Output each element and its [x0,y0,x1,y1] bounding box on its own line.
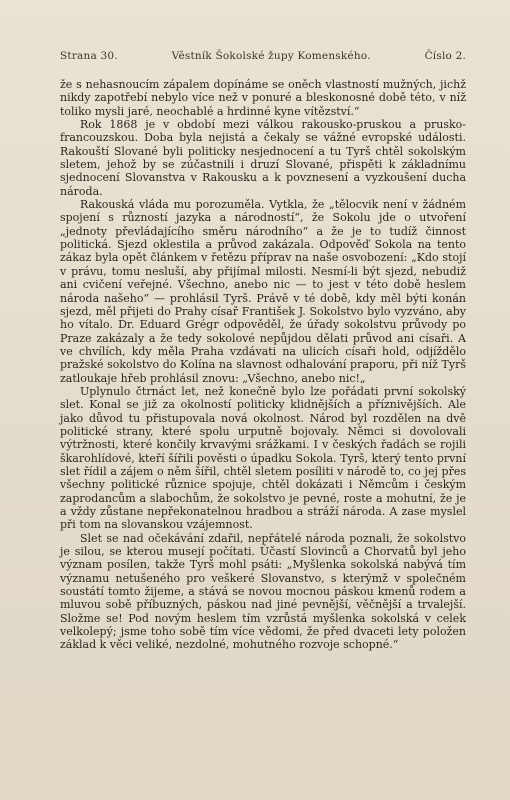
paragraph-4: Uplynulo čtrnáct let, než konečně bylo lze pořádati první sokolský slet. Konal se již za okolností politicky klidnějších a příznivějších. Ale jako důvod tu přistupovala nová okolnost. Národ byl rozdělen na dvě politické strany, které spolu urputně bojovaly. Němci si dovolovali výtržnosti, které končily krvavými srážkami. I v českých řadách se rojili škarohlídové, kteří šířili pověsti o úpadku Sokola. Tyrš, který tento první slet řídil a zájem o něm šířil, chtěl sletem posíliti v národě to, co jej přes všechny politické různice spojuje, chtěl dokázati i Němcům i českým zaprodancům a slabochům, že sokolstvo je pevné, roste a mohutní, že je a vždy zůstane nepřekonatelnou hradbou a stráží národa. A zase myslel při tom na slovanskou vzájemnost. [60,384,466,532]
paragraph-3: Rakouská vláda mu porozuměla. Vytkla, že „tělocvik není v žádném spojení s růzností jazyka a národností“, že Sokolu jde o utvoření „jednoty převládajícího směru národního“ a že je to tudíž činnost politická. Sjezd oklestila a průvod zakázala. Odpověď Sokola na tento zákaz byla opět článkem v řetězu příprav na naše osvobození: „Kdo stojí v právu, tomu nesluší, aby přijímal milosti. Nesmí-li být sjezd, nebudiž ani cvičení veřejné. Všechno, anebo nic — to jest v této době heslem národa našeho“ — prohlásil Tyrš. Právě v té době, kdy měl býti konán sjezd, měl přijeti do Prahy císař František J. Sokolstvo bylo vyzváno, aby ho vítalo. Dr. Eduard Grégr odpověděl, že úřady sokolstvu průvody po Praze zakázaly a že tedy sokolové nepůjdou dělati průvod ani císaři. A ve chvílích, kdy měla Praha vzdávati na ulicích císaři hold, odjíždělo pražské sokolstvo do Kolína na slavnost odhalování praporu, při níž Tyrš zatloukaje hřeb prohlásil znovu: „Všechno, anebo nic!„ [60,198,466,385]
paragraph-5: Slet se nad očekávání zdařil, nepřátelé národa poznali, že sokolstvo je silou, se kterou musejí počítati. Účastí Slovinců a Chorvatů byl jeho význam posílen, takže Tyrš mohl psáti: „Myšlenka sokolská nabývá tím významu netušeného pro veškeré Slovanstvo, s kterýmž v společném soustátí tomto žijeme, a stává se novou mocnou páskou kmenů rodem a mluvou sobě příbuzných, páskou nad jiné pevnější, věčnější a trvalejší. Složme se! Pod novým heslem tím vzrůstá myšlenka sokolská v celek velkolepý; jsme toho sobě tím více vědomi, že před dvaceti lety položen základ k věci veliké, nezdolné, mohutného rozvoje schopné.“ [60,531,466,652]
issue-number: Číslo 2. [424,50,466,62]
journal-title: Věstník Šokolské župy Komenského. [171,50,371,62]
paragraph-2: Rok 1868 je v období mezi válkou rakousko-pruskou a prusko-francouzskou. Doba byla nejistá a čekaly se vážné evropské události. Rakouští Slované byli politicky nesjednocení a tu Tyrš chtěl sokolským sletem, jehož by se zúčastnili i druzí Slované, přispěti k základnímu sjednocení Slovanstva v Rakousku a k povznesení a vyzkoušení ducha národa. [60,118,466,198]
paragraph-1: že s nehasnoucím zápalem dopínáme se oněch vlastností mužných, jichž nikdy zapotřebí nebylo více než v ponuré a bleskonosné době této, v níž toliko mysli jaré, neochablé a hrdinné kyne vítězství.“ [60,78,466,118]
body-text [60,78,466,652]
running-header [60,50,466,62]
page-number: Strana 30. [60,50,118,62]
